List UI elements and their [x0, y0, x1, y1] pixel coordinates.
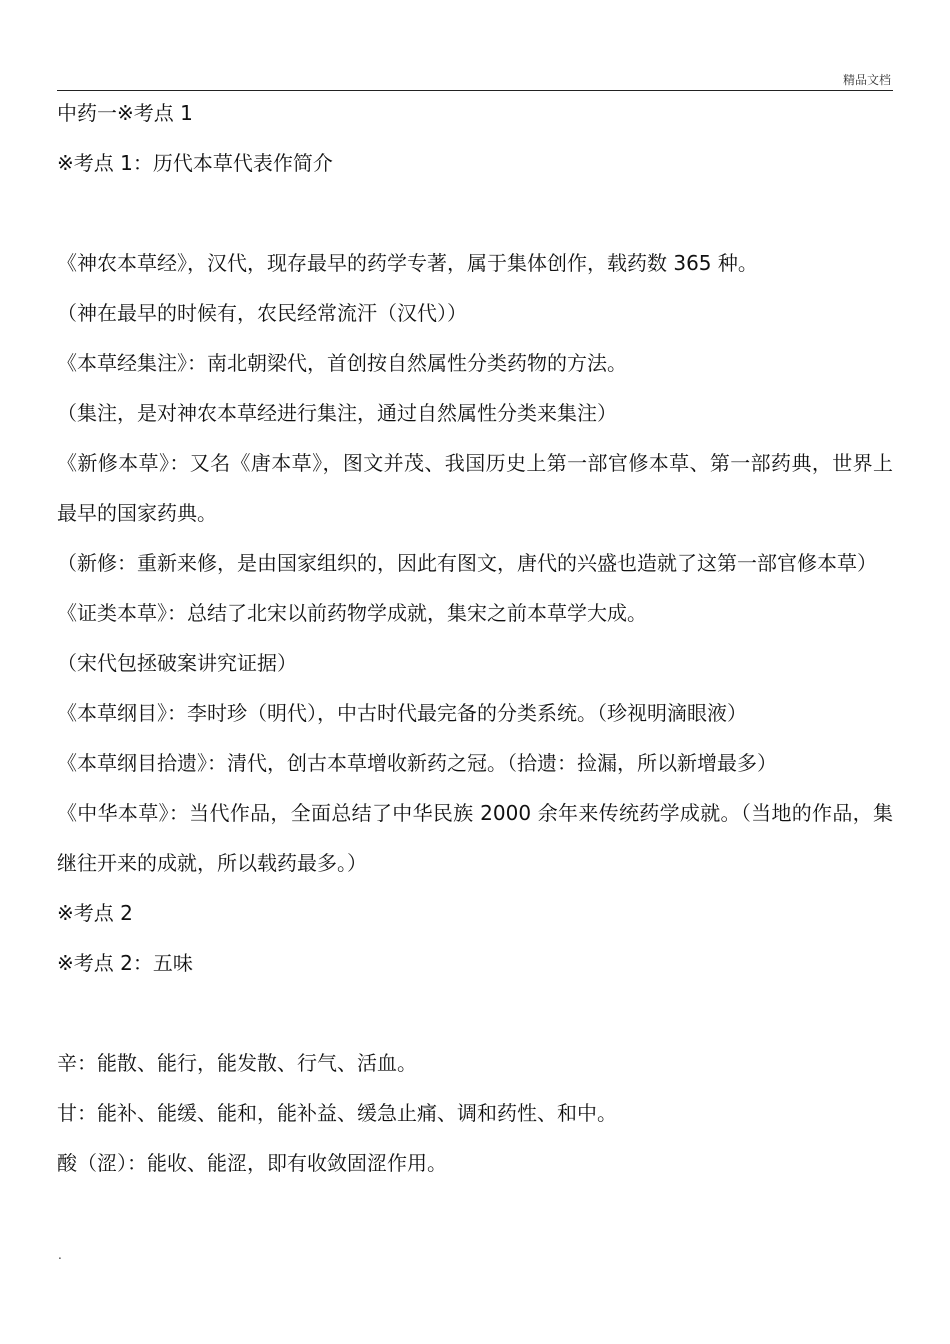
document-body	[57, 88, 893, 1188]
heading-kaodian-2: ※考点 2	[57, 901, 133, 925]
paragraph-suan: 酸（涩）：能收、能涩，即有收敛固涩作用。	[57, 1151, 447, 1175]
paragraph-shiyi: 《本草纲目拾遗》：清代，创古本草增收新药之冠。（拾遗：捡漏，所以新增最多）	[57, 751, 777, 775]
note-bencaojing: （集注，是对神农本草经进行集注，通过自然属性分类来集注）	[57, 401, 617, 425]
paragraph-xin: 辛：能散、能行，能发散、行气、活血。	[57, 1051, 417, 1075]
paragraph-xinxiu: 《新修本草》：又名《唐本草》，图文并茂、我国历史上第一部官修本草、第一部药典，世界上最早的国家药典。	[57, 451, 893, 525]
paragraph-zhenglei: 《证类本草》：总结了北宋以前药物学成就，集宋之前本草学大成。	[57, 601, 647, 625]
paragraph-shennong: 《神农本草经》，汉代，现存最早的药学专著，属于集体创作，载药数 365 种。	[57, 251, 758, 275]
paragraph-gan: 甘：能补、能缓、能和，能补益、缓急止痛、调和药性、和中。	[57, 1101, 617, 1125]
note-zhenglei: （宋代包拯破案讲究证据）	[57, 651, 297, 675]
blank-line	[57, 188, 893, 238]
paragraph-gangmu: 《本草纲目》：李时珍（明代），中古时代最完备的分类系统。（珍视明滴眼液）	[57, 701, 747, 725]
note-xinxiu: （新修：重新来修，是由国家组织的，因此有图文，唐代的兴盛也造就了这第一部官修本草）	[57, 551, 877, 575]
header-label: 精品文档	[842, 73, 891, 87]
paragraph-zhonghua: 《中华本草》：当代作品，全面总结了中华民族 2000 余年来传统药学成就。（当地的作品，集继往开来的成就，所以载药最多。）	[57, 801, 893, 875]
note-shennong: （神在最早的时候有，农民经常流汗（汉代））	[57, 301, 467, 325]
blank-line	[57, 988, 893, 1038]
heading-kaodian-1: 中药一※考点 1	[57, 101, 193, 125]
section-title-2: ※考点 2：五味	[57, 951, 193, 975]
section-title-1: ※考点 1：历代本草代表作简介	[57, 151, 333, 175]
footer-mark: .	[58, 1248, 62, 1262]
paragraph-bencaojing: 《本草经集注》：南北朝梁代，首创按自然属性分类药物的方法。	[57, 351, 627, 375]
